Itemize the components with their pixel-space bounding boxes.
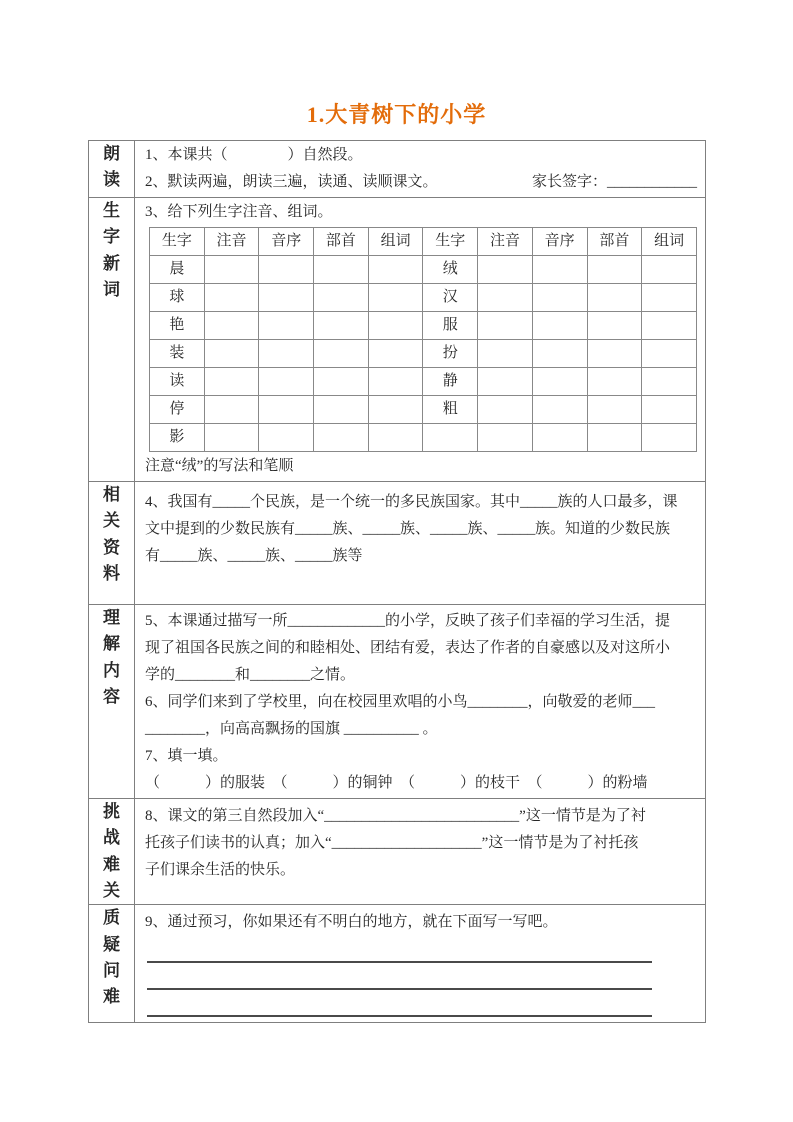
section-label-text: 质疑问难 xyxy=(103,908,120,1007)
question-5-line: 5、本课通过描写一所_____________的小学，反映了孩子们幸福的学习生活，提 xyxy=(145,613,671,629)
fill-cell xyxy=(314,368,369,396)
fill-cell xyxy=(368,340,423,368)
character-table-header-row xyxy=(150,228,697,256)
fill-cell xyxy=(642,424,697,452)
fill-cell xyxy=(642,396,697,424)
fill-cell xyxy=(532,368,587,396)
section-label-text: 理解内容 xyxy=(103,608,120,707)
fill-cell xyxy=(642,256,697,284)
col-header: 音序 xyxy=(259,228,314,256)
question-6-line: 6、同学们来到了学校里，向在校园里欢唱的小鸟________，向敬爱的老师___ xyxy=(145,694,656,710)
fill-cell xyxy=(204,312,259,340)
character-cell xyxy=(423,424,478,452)
stroke-note: 注意“绒”的写法和笔顺 xyxy=(145,458,294,474)
question-1: 1、本课共（ ）自然段。 xyxy=(145,147,363,163)
fill-cell xyxy=(642,312,697,340)
question-2: 2、默读两遍，朗读三遍，读通、读顺课文。 xyxy=(145,174,438,190)
section-label-text: 相关资料 xyxy=(103,485,120,584)
fill-cell xyxy=(532,340,587,368)
fill-cell xyxy=(587,368,642,396)
fill-cell xyxy=(368,256,423,284)
section-label-new-words xyxy=(89,198,135,482)
section-related-info xyxy=(89,482,706,605)
fill-cell xyxy=(478,284,533,312)
fill-cell xyxy=(314,396,369,424)
section-label-text: 朗读 xyxy=(103,144,120,190)
answer-writing-line xyxy=(147,936,652,963)
character-cell: 装 xyxy=(150,340,205,368)
section-new-words xyxy=(89,198,706,482)
section-reading-content xyxy=(135,141,706,198)
section-reading xyxy=(89,141,706,198)
worksheet-table xyxy=(88,140,706,1023)
character-row xyxy=(150,312,697,340)
fill-cell xyxy=(314,424,369,452)
col-header: 组词 xyxy=(642,228,697,256)
section-label-comprehension xyxy=(89,605,135,799)
character-table xyxy=(149,227,697,452)
col-header: 注音 xyxy=(204,228,259,256)
question-3: 3、给下列生字注音、组词。 xyxy=(145,204,333,220)
fill-cell xyxy=(642,368,697,396)
fill-cell xyxy=(587,424,642,452)
character-row xyxy=(150,284,697,312)
question-4-line: 文中提到的少数民族有_____族、_____族、_____族、_____族。知道的少数民族 xyxy=(145,521,671,537)
fill-cell xyxy=(532,396,587,424)
section-label-reading xyxy=(89,141,135,198)
section-related-content xyxy=(135,482,706,605)
answer-writing-line xyxy=(147,990,652,1017)
character-row xyxy=(150,340,697,368)
parent-signature-blank: 家长签字：____________ xyxy=(531,174,697,190)
fill-cell xyxy=(478,368,533,396)
fill-cell xyxy=(259,424,314,452)
character-cell: 绒 xyxy=(423,256,478,284)
fill-cell xyxy=(587,312,642,340)
character-cell: 艳 xyxy=(150,312,205,340)
character-cell: 停 xyxy=(150,396,205,424)
section-challenge-content xyxy=(135,799,706,905)
section-label-related-info xyxy=(89,482,135,605)
question-8-line: 子们课余生活的快乐。 xyxy=(145,862,296,878)
page-title: 1.大青树下的小学 xyxy=(306,102,487,127)
question-7: 7、填一填。 xyxy=(145,748,228,764)
character-cell: 读 xyxy=(150,368,205,396)
col-header: 生字 xyxy=(423,228,478,256)
question-9: 9、通过预习，你如果还有不明白的地方，就在下面写一写吧。 xyxy=(145,914,558,931)
character-cell: 影 xyxy=(150,424,205,452)
question-8-line: 托孩子们读书的认真；加入“____________________”这一情节是为了衬托孩 xyxy=(145,835,639,851)
fill-cell xyxy=(259,284,314,312)
fill-cell xyxy=(532,256,587,284)
fill-cell xyxy=(532,424,587,452)
question-5-line: 学的________和________之情。 xyxy=(145,667,356,683)
fill-cell xyxy=(314,284,369,312)
character-cell: 服 xyxy=(423,312,478,340)
answer-writing-line xyxy=(147,963,652,990)
col-header: 组词 xyxy=(368,228,423,256)
question-6-line: ________，向高高飘扬的国旗 __________ 。 xyxy=(145,721,438,737)
character-cell: 汉 xyxy=(423,284,478,312)
fill-cell xyxy=(204,256,259,284)
fill-cell xyxy=(314,256,369,284)
section-comprehension-content xyxy=(135,605,706,799)
character-cell: 静 xyxy=(423,368,478,396)
fill-cell xyxy=(587,256,642,284)
fill-cell xyxy=(478,312,533,340)
fill-cell xyxy=(259,396,314,424)
section-label-text: 挑战难关 xyxy=(103,802,120,901)
fill-cell xyxy=(642,340,697,368)
fill-cell xyxy=(204,340,259,368)
section-doubts-content xyxy=(135,905,706,1023)
fill-cell xyxy=(478,424,533,452)
fill-cell xyxy=(478,396,533,424)
character-cell: 扮 xyxy=(423,340,478,368)
section-comprehension xyxy=(89,605,706,799)
character-row xyxy=(150,396,697,424)
section-challenge xyxy=(89,799,706,905)
fill-cell xyxy=(532,312,587,340)
fill-cell xyxy=(368,284,423,312)
fill-cell xyxy=(368,396,423,424)
fill-cell xyxy=(204,424,259,452)
character-cell: 晨 xyxy=(150,256,205,284)
question-2-row xyxy=(145,169,699,196)
col-header: 部首 xyxy=(587,228,642,256)
fill-cell xyxy=(259,340,314,368)
fill-cell xyxy=(204,368,259,396)
question-5-line: 现了祖国各民族之间的和睦相处、团结有爱，表达了作者的自豪感以及对这所小 xyxy=(145,640,671,656)
fill-cell xyxy=(478,256,533,284)
question-4-line: 4、我国有_____个民族，是一个统一的多民族国家。其中_____族的人口最多，课 xyxy=(145,494,678,510)
character-row xyxy=(150,368,697,396)
fill-cell xyxy=(314,340,369,368)
fill-cell xyxy=(368,368,423,396)
fill-cell xyxy=(587,340,642,368)
character-row xyxy=(150,256,697,284)
fill-cell xyxy=(204,396,259,424)
character-row xyxy=(150,424,697,452)
col-header: 部首 xyxy=(314,228,369,256)
section-new-words-content xyxy=(135,198,706,482)
character-cell: 粗 xyxy=(423,396,478,424)
section-doubts xyxy=(89,905,706,1023)
fill-cell xyxy=(368,424,423,452)
col-header: 注音 xyxy=(478,228,533,256)
character-cell: 球 xyxy=(150,284,205,312)
fill-cell xyxy=(259,312,314,340)
fill-cell xyxy=(204,284,259,312)
section-label-challenge xyxy=(89,799,135,905)
col-header: 生字 xyxy=(150,228,205,256)
fill-cell xyxy=(259,368,314,396)
question-4-line: 有_____族、_____族、_____族等 xyxy=(145,548,363,564)
fill-cell xyxy=(478,340,533,368)
fill-cell xyxy=(314,312,369,340)
section-label-doubts xyxy=(89,905,135,1023)
question-7-fill-blanks: （ ）的服装 （ ）的铜钟 （ ）的枝干 （ ）的粉墙 xyxy=(145,775,648,791)
fill-cell xyxy=(587,396,642,424)
fill-cell xyxy=(532,284,587,312)
question-8-line: 8、课文的第三自然段加入“__________________________”这一情节是为了衬 xyxy=(145,808,646,824)
fill-cell xyxy=(259,256,314,284)
fill-cell xyxy=(368,312,423,340)
section-label-text: 生字新词 xyxy=(103,201,120,300)
fill-cell xyxy=(642,284,697,312)
col-header: 音序 xyxy=(532,228,587,256)
fill-cell xyxy=(587,284,642,312)
